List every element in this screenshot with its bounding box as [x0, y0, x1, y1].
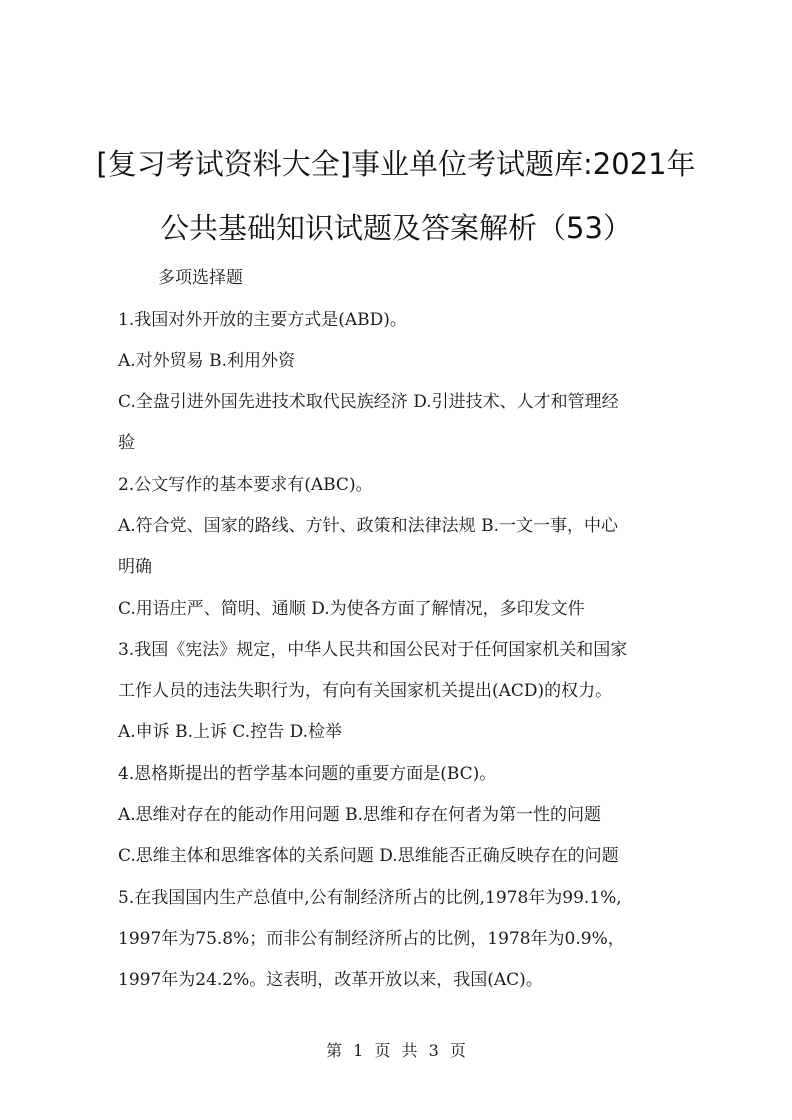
question-1-options-cd-cont: 验 — [118, 433, 135, 453]
question-3-cont: 工作人员的违法失职行为，有向有关国家机关提出(ACD)的权力。 — [118, 681, 613, 701]
document-title-line-1: [复习考试资料大全]事业单位考试题库:2021年 — [96, 147, 696, 181]
question-1-options-cd: C.全盘引进外国先进技术取代民族经济 D.引进技术、人才和管理经 — [118, 392, 619, 412]
question-4: 4.恩格斯提出的哲学基本问题的重要方面是(BC)。 — [118, 764, 497, 784]
question-4-options-cd: C.思维主体和思维客体的关系问题 D.思维能否正确反映存在的问题 — [118, 846, 619, 866]
question-1-options-ab: A.对外贸易 B.利用外资 — [118, 351, 295, 371]
question-5-cont-2: 1997年为24.2%。这表明，改革开放以来，我国(AC)。 — [118, 970, 543, 990]
question-2: 2.公文写作的基本要求有(ABC)。 — [118, 475, 373, 495]
question-1: 1.我国对外开放的主要方式是(ABD)。 — [118, 310, 407, 330]
question-5-cont-1: 1997年为75.8%；而非公有制经济所占的比例，1978年为0.9%， — [118, 929, 625, 949]
question-4-options-ab: A.思维对存在的能动作用问题 B.思维和存在何者为第一性的问题 — [118, 805, 601, 825]
page-footer: 第 1 页 共 3 页 — [326, 1041, 466, 1060]
question-3: 3.我国《宪法》规定，中华人民共和国公民对于任何国家机关和国家 — [118, 640, 628, 660]
question-5: 5.在我国国内生产总值中,公有制经济所占的比例,1978年为99.1%, — [118, 888, 622, 908]
section-heading: 多项选择题 — [158, 268, 243, 288]
question-2-options-ab-cont: 明确 — [118, 557, 152, 577]
question-2-options-cd: C.用语庄严、简明、通顺 D.为使各方面了解情况，多印发文件 — [118, 599, 585, 619]
question-3-options: A.申诉 B.上诉 C.控告 D.检举 — [118, 722, 343, 742]
question-2-options-ab: A.符合党、国家的路线、方针、政策和法律法规 B.一文一事，中心 — [118, 516, 618, 536]
document-title-line-2: 公共基础知识试题及答案解析（53） — [160, 211, 632, 245]
